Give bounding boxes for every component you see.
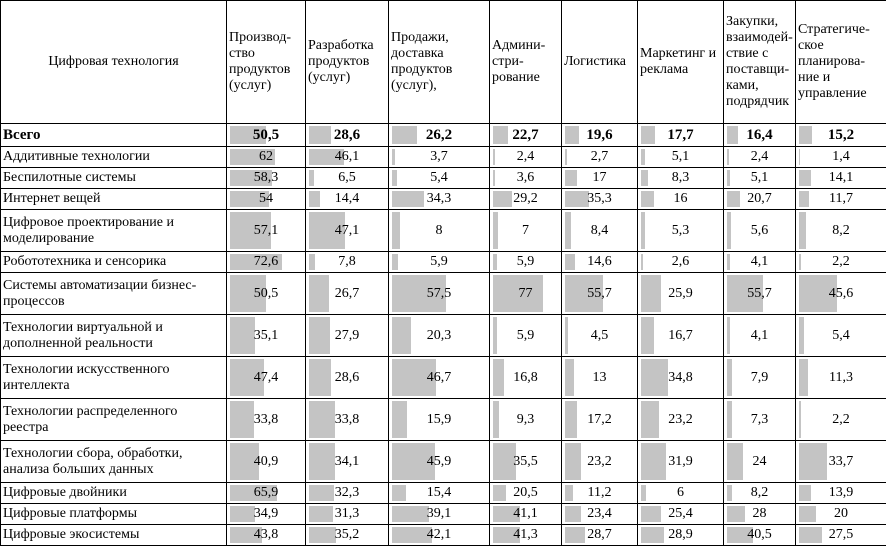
value-cell [724, 189, 796, 210]
row-label: Аддитивные технологии [1, 147, 227, 168]
column-header: Продажи, доставка продуктов (услуг), [389, 1, 490, 124]
value-cell [490, 273, 562, 315]
value-cell [796, 357, 886, 399]
value-text: 62 [259, 149, 273, 164]
value-cell [306, 124, 389, 147]
table-body [1, 124, 886, 546]
value-text: 31,3 [334, 506, 360, 521]
value-cell [724, 483, 796, 504]
value-cell [796, 168, 886, 189]
table-row [1, 483, 886, 504]
value-text: 40,9 [253, 453, 279, 469]
value-cell [562, 504, 638, 525]
value-cell [389, 273, 490, 315]
value-text: 20,7 [747, 191, 772, 206]
value-text: 3,7 [430, 149, 448, 164]
value-cell [796, 252, 886, 273]
value-cell [796, 483, 886, 504]
value-text: 5,9 [516, 254, 535, 269]
value-cell [796, 273, 886, 315]
value-text: 7,3 [750, 411, 769, 427]
value-text: 16 [673, 191, 688, 206]
value-cell [306, 357, 389, 399]
value-cell [724, 357, 796, 399]
value-text: 7,8 [338, 254, 356, 269]
value-text: 28 [752, 506, 767, 521]
value-cell [638, 273, 724, 315]
value-cell [562, 357, 638, 399]
value-text: 50,5 [252, 127, 280, 143]
value-cell [724, 273, 796, 315]
value-cell [389, 147, 490, 168]
value-text: 9,3 [516, 411, 535, 427]
value-text: 41,3 [513, 527, 538, 542]
value-cell [638, 525, 724, 546]
value-cell [796, 525, 886, 546]
column-header: Логистика [562, 1, 638, 124]
table-row [1, 168, 886, 189]
value-text: 25,4 [668, 506, 693, 521]
table-row [1, 189, 886, 210]
value-text: 34,1 [334, 453, 360, 469]
value-cell [306, 210, 389, 252]
row-label: Всего [1, 124, 227, 147]
value-text: 8 [435, 222, 443, 238]
value-cell [562, 124, 638, 147]
value-text: 32,3 [334, 485, 360, 500]
value-cell [389, 504, 490, 525]
value-text: 28,7 [587, 527, 612, 542]
table-row [1, 147, 886, 168]
value-cell [389, 210, 490, 252]
value-cell [227, 273, 306, 315]
value-cell [638, 168, 724, 189]
value-cell [638, 124, 724, 147]
value-cell [306, 273, 389, 315]
value-text: 34,3 [426, 191, 452, 206]
value-cell [227, 252, 306, 273]
value-text: 35,1 [253, 327, 279, 343]
value-text: 35,2 [334, 527, 360, 542]
value-cell [562, 210, 638, 252]
value-text: 16,4 [746, 127, 773, 143]
value-cell [389, 252, 490, 273]
value-text: 14,1 [828, 170, 854, 185]
value-cell [796, 189, 886, 210]
value-text: 2,4 [750, 149, 769, 164]
value-cell [796, 315, 886, 357]
value-cell [306, 525, 389, 546]
value-cell [490, 124, 562, 147]
value-cell [490, 399, 562, 441]
value-text: 5,3 [671, 222, 690, 238]
value-text: 5,1 [750, 170, 769, 185]
table-row [1, 399, 886, 441]
value-text: 7,9 [750, 369, 769, 385]
table-row [1, 315, 886, 357]
value-cell [562, 147, 638, 168]
value-text: 11,7 [829, 191, 853, 206]
value-text: 26,7 [334, 285, 360, 301]
table-row [1, 525, 886, 546]
row-label: Беспилотные системы [1, 168, 227, 189]
value-cell [562, 441, 638, 483]
row-label: Цифровое проектирование и моделирование [1, 210, 227, 252]
value-text: 15,4 [426, 485, 452, 500]
value-cell [490, 525, 562, 546]
value-text: 33,7 [828, 453, 854, 469]
value-cell [638, 483, 724, 504]
value-text: 72,6 [253, 254, 279, 269]
value-cell [227, 210, 306, 252]
value-text: 31,9 [668, 453, 693, 469]
value-text: 17 [592, 170, 607, 185]
value-cell [490, 210, 562, 252]
value-cell [724, 504, 796, 525]
value-cell [227, 168, 306, 189]
value-cell [796, 210, 886, 252]
value-text: 4,1 [750, 327, 769, 343]
value-text: 41,1 [513, 506, 538, 521]
value-cell [490, 315, 562, 357]
value-text: 3,6 [516, 170, 535, 185]
value-cell [796, 147, 886, 168]
value-cell [638, 399, 724, 441]
value-text: 39,1 [426, 506, 452, 521]
value-cell [389, 189, 490, 210]
value-cell [227, 124, 306, 147]
value-cell [389, 525, 490, 546]
value-cell [306, 168, 389, 189]
value-text: 40,5 [747, 527, 772, 542]
value-cell [796, 441, 886, 483]
value-cell [490, 189, 562, 210]
value-text: 27,5 [828, 527, 854, 542]
value-text: 7 [522, 222, 529, 238]
row-label: Технологии сбора, обработки, анализа больших данных [1, 441, 227, 483]
value-text: 26,2 [425, 127, 453, 143]
column-header: Закупки, взаимодей-ствие с поставщи-ками, подрядчик [724, 1, 796, 124]
value-text: 28,9 [668, 527, 693, 542]
value-text: 33,8 [334, 411, 360, 427]
value-cell [724, 124, 796, 147]
value-cell [638, 441, 724, 483]
value-text: 47,1 [334, 222, 360, 238]
value-text: 20 [834, 506, 848, 521]
value-text: 6 [677, 485, 684, 500]
value-text: 58,3 [253, 170, 279, 185]
value-cell [490, 252, 562, 273]
value-text: 2,2 [832, 254, 850, 269]
value-cell [638, 504, 724, 525]
value-cell [638, 252, 724, 273]
value-cell [724, 399, 796, 441]
column-header: Маркетинг и реклама [638, 1, 724, 124]
value-text: 8,2 [750, 485, 769, 500]
value-cell [562, 525, 638, 546]
value-text: 16,8 [513, 369, 538, 385]
value-text: 5,4 [430, 170, 448, 185]
value-text: 5,4 [832, 327, 850, 343]
value-cell [562, 189, 638, 210]
value-cell [490, 357, 562, 399]
value-cell [796, 399, 886, 441]
value-cell [638, 210, 724, 252]
value-cell [796, 504, 886, 525]
value-text: 24 [752, 453, 767, 469]
value-cell [562, 315, 638, 357]
value-text: 42,1 [426, 527, 452, 542]
value-text: 2,7 [590, 149, 609, 164]
value-cell [389, 315, 490, 357]
value-cell [227, 483, 306, 504]
value-text: 15,9 [426, 411, 452, 427]
row-label: Интернет вещей [1, 189, 227, 210]
value-text: 34,9 [253, 506, 279, 521]
value-text: 15,2 [827, 127, 855, 143]
value-cell [389, 124, 490, 147]
value-cell [724, 315, 796, 357]
value-cell [724, 525, 796, 546]
value-cell [306, 315, 389, 357]
value-cell [306, 147, 389, 168]
row-label: Технологии искусственного интеллекта [1, 357, 227, 399]
value-text: 17,7 [667, 127, 694, 143]
value-text: 13 [592, 369, 607, 385]
value-text: 45,9 [426, 453, 452, 469]
value-cell [490, 168, 562, 189]
value-cell [562, 483, 638, 504]
value-text: 20,5 [513, 485, 538, 500]
value-cell [306, 483, 389, 504]
value-text: 55,7 [747, 285, 772, 301]
value-text: 5,6 [750, 222, 769, 238]
value-cell [490, 147, 562, 168]
value-text: 43,8 [253, 527, 279, 542]
value-text: 46,7 [426, 369, 452, 385]
header-row [1, 1, 886, 124]
value-cell [562, 399, 638, 441]
value-text: 4,1 [750, 254, 769, 269]
column-header: Админи-стри-рование [490, 1, 562, 124]
value-cell [389, 357, 490, 399]
value-text: 4,5 [590, 327, 609, 343]
value-cell [724, 210, 796, 252]
value-text: 17,2 [587, 411, 612, 427]
value-text: 23,4 [587, 506, 612, 521]
value-cell [306, 399, 389, 441]
table-row [1, 441, 886, 483]
value-text: 28,6 [333, 127, 361, 143]
value-cell [796, 124, 886, 147]
value-cell [389, 168, 490, 189]
value-cell [562, 252, 638, 273]
value-text: 50,5 [253, 285, 279, 301]
value-text: 23,2 [668, 411, 693, 427]
value-cell [638, 147, 724, 168]
value-text: 29,2 [513, 191, 538, 206]
value-text: 35,5 [513, 453, 538, 469]
value-text: 13,9 [828, 485, 854, 500]
value-text: 23,2 [587, 453, 612, 469]
value-cell [638, 189, 724, 210]
value-text: 5,9 [430, 254, 448, 269]
value-text: 11,3 [829, 369, 853, 385]
value-text: 6,5 [338, 170, 356, 185]
column-header-technology: Цифровая технология [1, 1, 227, 124]
column-header: Производ-ство продуктов (услуг) [227, 1, 306, 124]
value-text: 22,7 [512, 127, 539, 143]
value-cell [227, 357, 306, 399]
row-label: Робототехника и сенсорика [1, 252, 227, 273]
value-text: 2,2 [832, 411, 850, 427]
value-cell [389, 483, 490, 504]
value-cell [227, 441, 306, 483]
value-text: 28,6 [334, 369, 360, 385]
value-cell [306, 441, 389, 483]
value-cell [638, 315, 724, 357]
value-cell [562, 273, 638, 315]
value-text: 5,1 [671, 149, 690, 164]
value-cell [724, 147, 796, 168]
value-cell [227, 315, 306, 357]
row-label: Системы автоматизации бизнес-процессов [1, 273, 227, 315]
value-text: 16,7 [668, 327, 693, 343]
value-text: 14,6 [587, 254, 612, 269]
value-text: 25,9 [668, 285, 693, 301]
value-text: 46,1 [334, 149, 360, 164]
value-cell [227, 399, 306, 441]
value-text: 11,2 [587, 485, 612, 500]
column-header: Стратегиче-ское планирова-ние и управление [796, 1, 886, 124]
value-text: 35,3 [587, 191, 612, 206]
value-cell [227, 504, 306, 525]
value-text: 45,6 [828, 285, 854, 301]
value-text: 57,5 [426, 285, 452, 301]
value-text: 57,1 [253, 222, 279, 238]
value-cell [562, 168, 638, 189]
value-cell [227, 525, 306, 546]
value-text: 77 [518, 285, 533, 301]
value-cell [227, 189, 306, 210]
table-row [1, 357, 886, 399]
value-text: 14,4 [334, 191, 360, 206]
value-text: 1,4 [832, 149, 850, 164]
value-cell [306, 504, 389, 525]
value-text: 8,3 [671, 170, 690, 185]
row-label: Технологии распределенного реестра [1, 399, 227, 441]
table-row [1, 504, 886, 525]
value-text: 27,9 [334, 327, 360, 343]
row-label: Цифровые экосистемы [1, 525, 227, 546]
row-label: Технологии виртуальной и дополненной реальности [1, 315, 227, 357]
value-cell [306, 252, 389, 273]
value-text: 65,9 [253, 485, 279, 500]
value-text: 2,6 [671, 254, 690, 269]
value-text: 47,4 [253, 369, 279, 385]
value-text: 8,4 [590, 222, 609, 238]
value-cell [227, 147, 306, 168]
table-row [1, 210, 886, 252]
value-text: 19,6 [586, 127, 613, 143]
total-row [1, 124, 886, 147]
value-text: 20,3 [426, 327, 452, 343]
value-cell [724, 252, 796, 273]
table-row [1, 252, 886, 273]
value-cell [306, 189, 389, 210]
value-cell [490, 483, 562, 504]
value-cell [638, 357, 724, 399]
value-cell [724, 441, 796, 483]
value-cell [724, 168, 796, 189]
value-cell [490, 441, 562, 483]
value-cell [389, 399, 490, 441]
row-label: Цифровые двойники [1, 483, 227, 504]
value-text: 55,7 [587, 285, 612, 301]
value-text: 2,4 [516, 149, 535, 164]
column-header: Разработка продуктов (услуг) [306, 1, 389, 124]
value-text: 33,8 [253, 411, 279, 427]
value-text: 5,9 [516, 327, 535, 343]
row-label: Цифровые платформы [1, 504, 227, 525]
value-cell [389, 441, 490, 483]
value-cell [490, 504, 562, 525]
value-text: 8,2 [832, 222, 850, 238]
table-row [1, 273, 886, 315]
value-text: 34,8 [668, 369, 693, 385]
value-text: 54 [259, 191, 273, 206]
